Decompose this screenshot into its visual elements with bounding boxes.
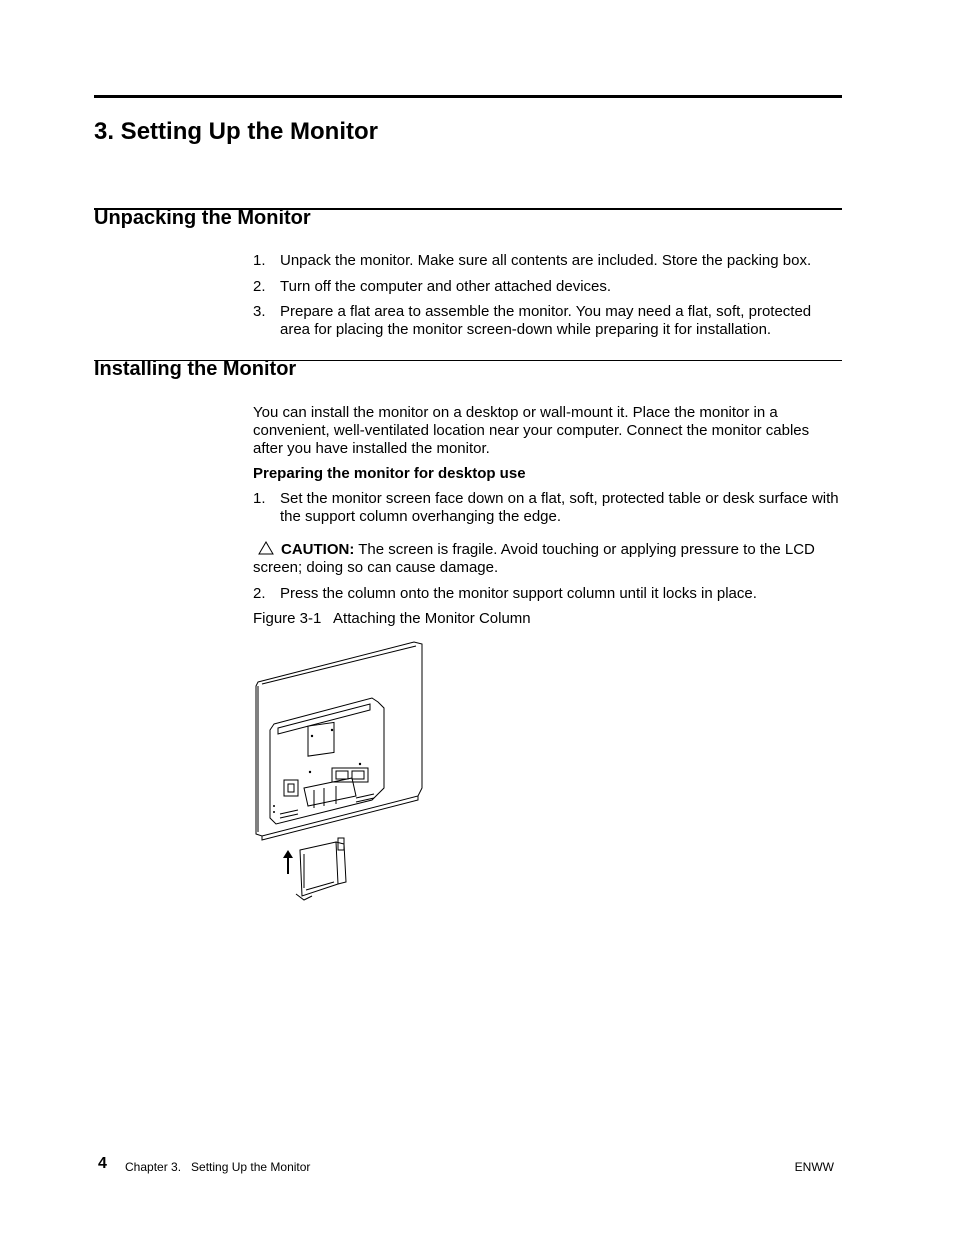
list-item-number: 1.	[253, 252, 266, 269]
list-item-text: Turn off the computer and other attached devices.	[280, 278, 612, 295]
installing-step-2	[253, 585, 843, 603]
list-item	[253, 303, 843, 339]
monitor-back-illustration	[252, 638, 427, 903]
list-item-text: Prepare a flat area to assemble the monitor. You may need a flat, soft, protected area for placing the monitor screen-down while preparing it for installation.	[280, 303, 812, 338]
list-item-number: 2.	[253, 585, 266, 602]
support-column-icon	[296, 838, 346, 900]
list-item-number: 2.	[253, 278, 266, 295]
list-item-number: 3.	[253, 303, 266, 320]
list-item	[253, 278, 843, 296]
unpacking-steps	[253, 252, 843, 339]
list-item	[253, 252, 843, 270]
installing-step-1	[253, 490, 843, 526]
caution-label: CAUTION:	[281, 541, 355, 558]
installing-intro: You can install the monitor on a desktop or wall-mount it. Place the monitor in a convenient, well-ventilated location near your computer. Connect the monitor cables after you have installed the monitor.	[253, 404, 810, 457]
caution-note	[253, 541, 843, 577]
footer-code: ENWW	[794, 1160, 834, 1174]
page-number: 4	[98, 1155, 107, 1172]
figure-caption: Figure 3-1 Attaching the Monitor Column	[253, 610, 531, 627]
list-item-text: Press the column onto the monitor support column until it locks in place.	[280, 585, 757, 602]
caution-triangle-icon	[253, 541, 281, 559]
figure-attaching-monitor-column	[252, 638, 427, 903]
subhead-desktop-use: Preparing the monitor for desktop use	[253, 465, 526, 482]
chapter-title: 3. Setting Up the Monitor	[94, 118, 378, 145]
section-title-installing: Installing the Monitor	[94, 358, 297, 380]
list-item-number: 1.	[253, 490, 266, 507]
list-item-text: Set the monitor screen face down on a flat, soft, protected table or desk surface with the support column overhanging the edge.	[280, 490, 839, 525]
footer-chapter-label: Chapter 3. Setting Up the Monitor	[125, 1160, 311, 1174]
caution-text: The screen is fragile. Avoid touching or applying pressure to the LCD screen; doing so can cause damage.	[253, 541, 815, 576]
list-item-text: Unpack the monitor. Make sure all contents are included. Store the packing box.	[280, 252, 812, 269]
arrow-up-icon	[283, 850, 293, 874]
section-title-unpacking: Unpacking the Monitor	[94, 207, 311, 229]
top-rule	[94, 95, 842, 98]
list-item	[253, 585, 843, 603]
list-item	[253, 490, 843, 526]
